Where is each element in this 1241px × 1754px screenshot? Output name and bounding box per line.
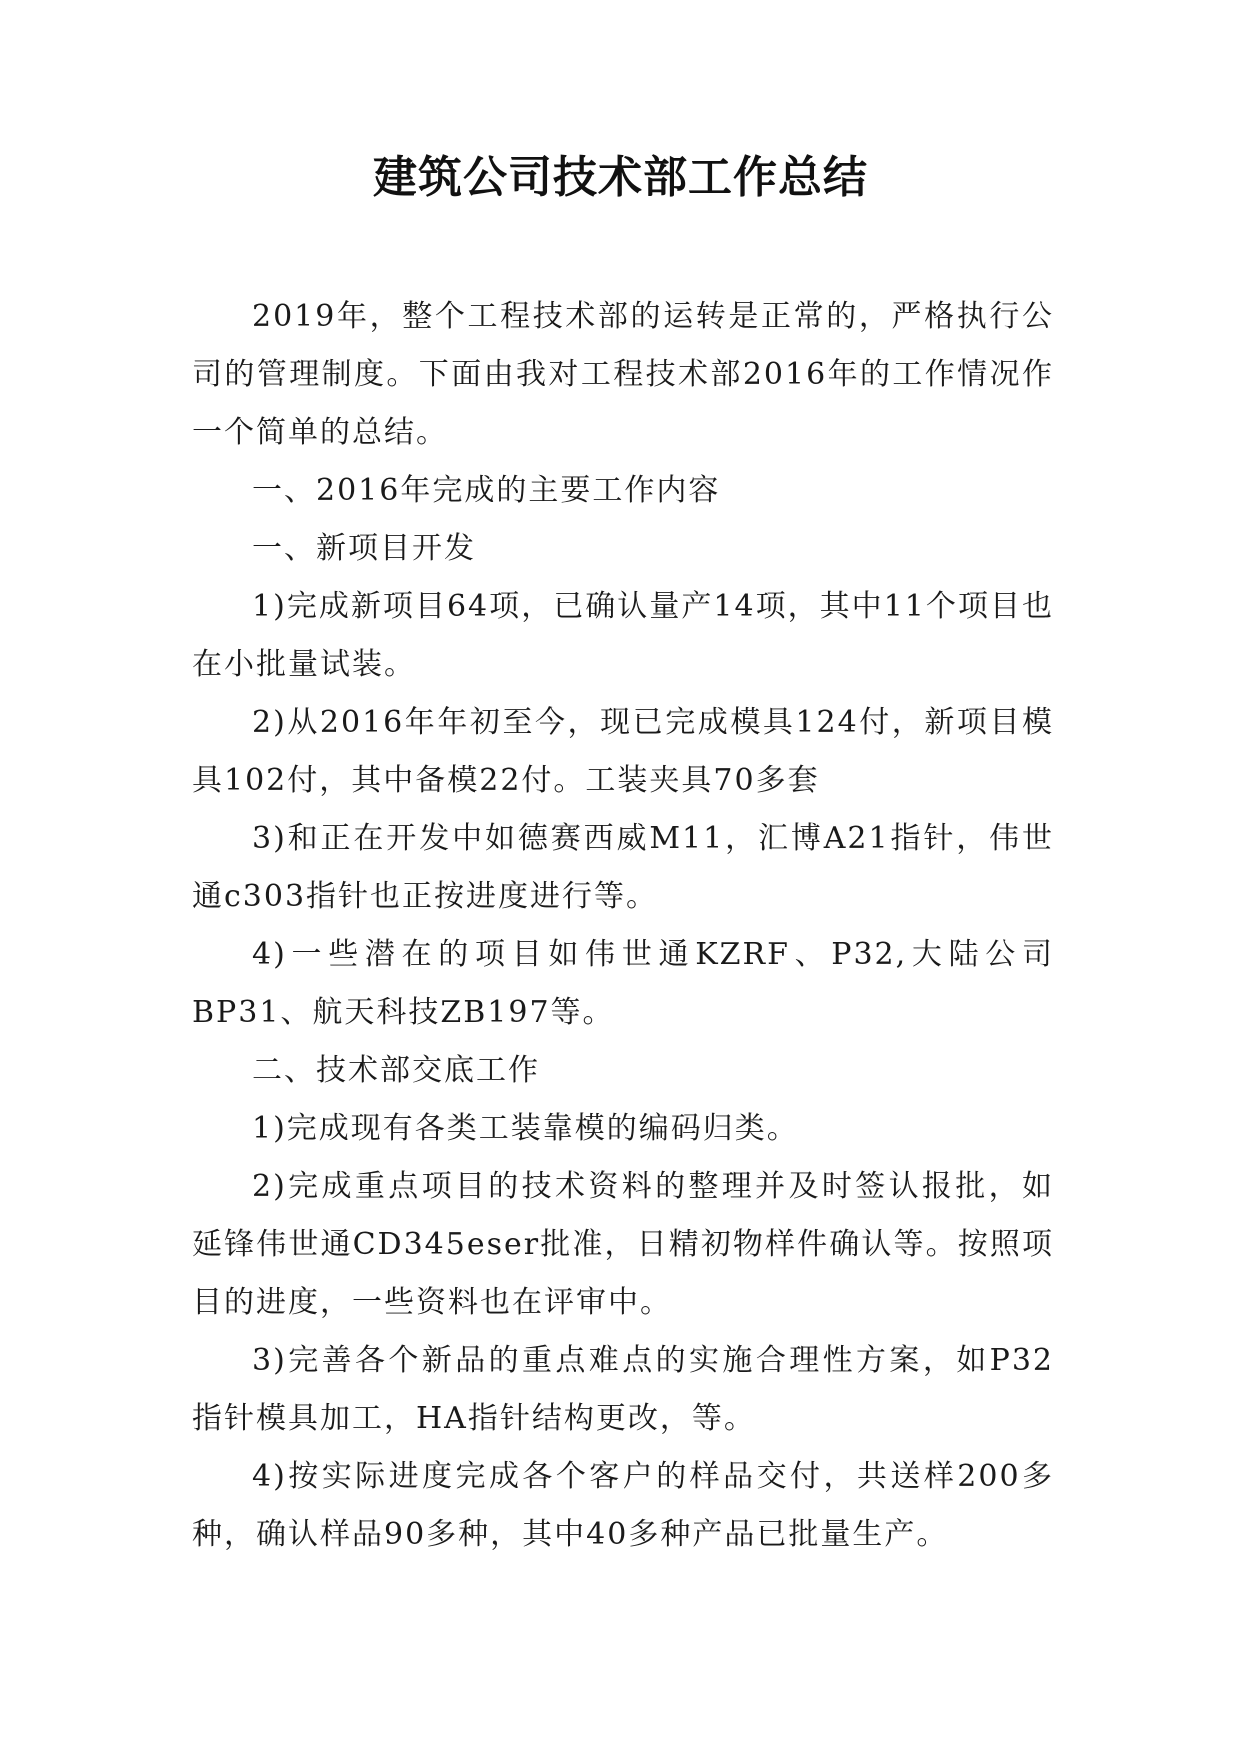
paragraph-intro: 2019年，整个工程技术部的运转是正常的，严格执行公司的管理制度。下面由我对工程技术部2016年的工作情况作一个简单的总结。 xyxy=(192,299,1054,450)
list-item: 2)完成重点项目的技术资料的整理并及时签认报批，如延锋伟世通CD345eser批准，日精初物样件确认等。按照项目的进度，一些资料也在评审中。 xyxy=(192,1169,1054,1320)
list-item: 2)从2016年年初至今，现已完成模具124付，新项目模具102付，其中备模22付。工装夹具70多套 xyxy=(192,705,1054,798)
document-title: 建筑公司技术部工作总结 xyxy=(373,152,868,203)
list-item: 1)完成现有各类工装靠模的编码归类。 xyxy=(252,1111,799,1146)
heading-handover-work: 二、技术部交底工作 xyxy=(252,1053,540,1088)
heading-main-work: 一、2016年完成的主要工作内容 xyxy=(252,473,721,508)
list-item: 3)和正在开发中如德赛西威M11，汇博A21指针，伟世通c303指针也正按进度进行等。 xyxy=(192,821,1054,914)
list-item: 1)完成新项目64项，已确认量产14项，其中11个项目也在小批量试装。 xyxy=(192,589,1054,682)
document-body xyxy=(192,288,1054,1564)
heading-new-projects: 一、新项目开发 xyxy=(252,531,476,566)
list-item: 4)按实际进度完成各个客户的样品交付，共送样200多种，确认样品90多种，其中40多种产品已批量生产。 xyxy=(192,1459,1054,1552)
list-item: 4)一些潜在的项目如伟世通KZRF、P32,大陆公司BP31、航天科技ZB197等。 xyxy=(192,937,1054,1030)
list-item: 3)完善各个新品的重点难点的实施合理性方案，如P32指针模具加工，HA指针结构更改，等。 xyxy=(192,1343,1054,1436)
